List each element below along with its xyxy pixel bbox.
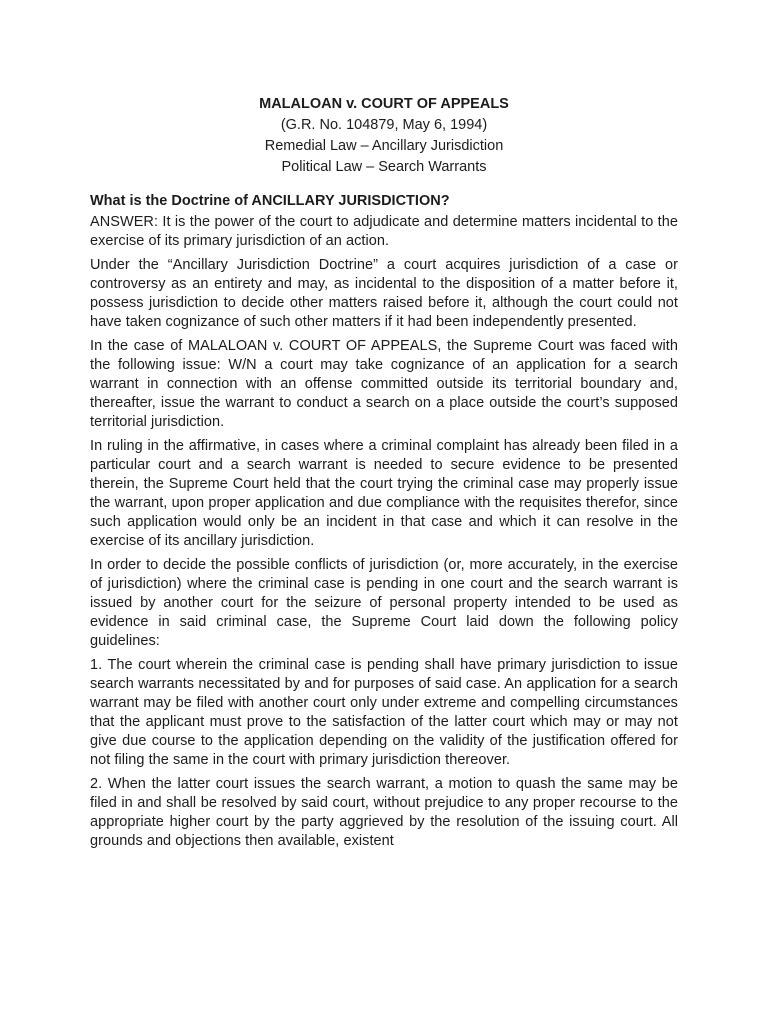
case-header: [90, 94, 678, 178]
guideline-1-paragraph: 1. The court wherein the criminal case is pending shall have primary jurisdiction to issue search warrants necessitated by and for purposes of said case. An application for a search warrant may be filed with another court only under extreme and compelling circumstances that the applicant must prove to the satisfaction of the latter court which may or may not give due course to the application depending on the validity of the justification offered for not filing the same in the court with primary jurisdiction thereover.: [90, 657, 678, 768]
doctrine-paragraph: Under the “Ancillary Jurisdiction Doctrine” a court acquires jurisdiction of a case or controversy as an entirety and may, as incidental to the disposition of a matter before it, possess jurisdiction to decide other matters raised before it, although the court could not have taken cognizance of such other matters if it had been independently presented.: [90, 257, 678, 330]
question-heading: What is the Doctrine of ANCILLARY JURISDICTION?: [90, 193, 450, 209]
topic-political-law: Political Law – Search Warrants: [281, 159, 487, 175]
answer-paragraph: ANSWER: It is the power of the court to adjudicate and determine matters incidental to the exercise of its primary jurisdiction of an action.: [90, 214, 678, 249]
ruling-paragraph: In ruling in the affirmative, in cases where a criminal complaint has already been filed in a particular court and a search warrant is needed to secure evidence to be presented therein, the Supreme Court held that the court trying the criminal case may properly issue the warrant, upon proper application and due compliance with the requisites therefor, since such application would only be an incident in that case and which it can resolve in the exercise of its ancillary jurisdiction.: [90, 438, 678, 549]
topic-remedial-law: Remedial Law – Ancillary Jurisdiction: [264, 138, 504, 154]
case-title: MALALOAN v. COURT OF APPEALS: [259, 96, 509, 112]
case-citation: (G.R. No. 104879, May 6, 1994): [280, 117, 488, 133]
case-issue-paragraph: In the case of MALALOAN v. COURT OF APPEALS, the Supreme Court was faced with the following issue: W/N a court may take cognizance of an application for a search warrant in connection with an offense committed outside its territorial boundary and, thereafter, issue the warrant to conduct a search on a place outside the court’s supposed territorial jurisdiction.: [90, 338, 678, 430]
guidelines-intro-paragraph: In order to decide the possible conflicts of jurisdiction (or, more accurately, in the exercise of jurisdiction) where the criminal case is pending in one court and the search warrant is issued by another court for the seizure of personal property intended to be used as evidence in said criminal case, the Supreme Court laid down the following policy guidelines:: [90, 557, 678, 649]
document-page: [90, 94, 678, 856]
guideline-2-paragraph: 2. When the latter court issues the search warrant, a motion to quash the same may be filed in and shall be resolved by said court, without prejudice to any proper recourse to the appropriate higher court by the party aggrieved by the resolution of the issuing court. All grounds and objections then available, existent: [90, 776, 678, 849]
